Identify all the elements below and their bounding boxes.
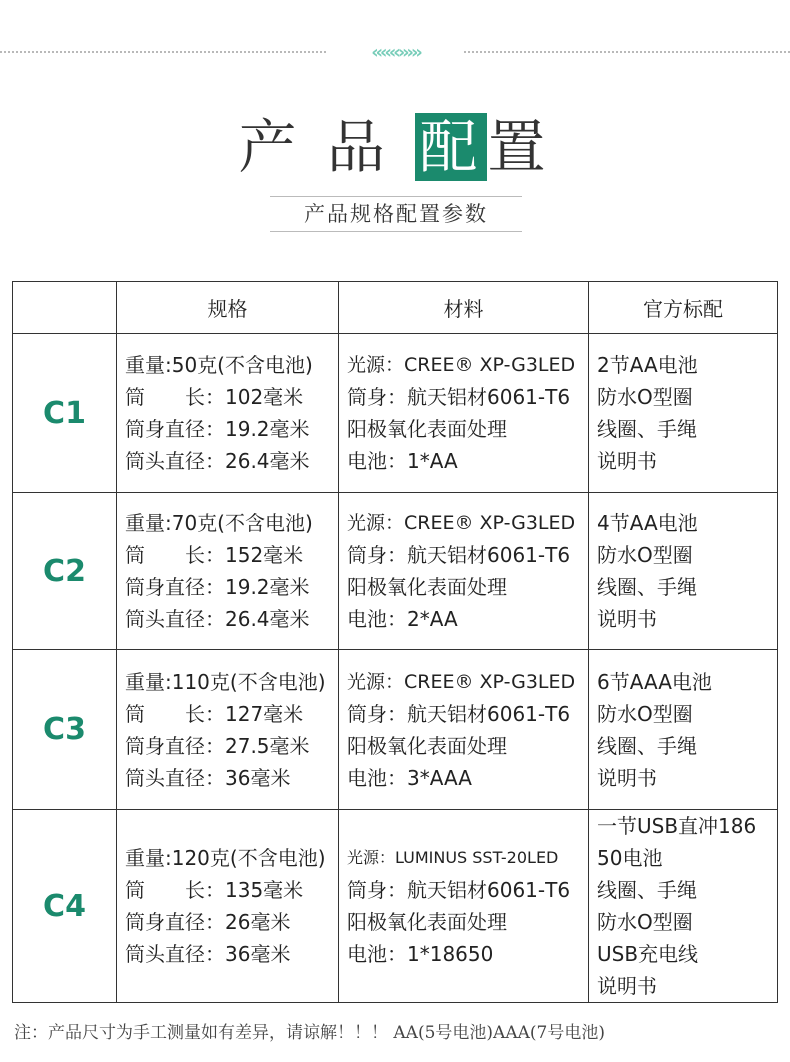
spec-table <box>12 281 778 1003</box>
material-body: 筒身：航天铝材6061-T6 <box>347 701 571 726</box>
spec-body-diameter: 筒身直径：19.2毫米 <box>125 417 310 441</box>
accessory-item: 2节AA电池 <box>597 353 698 377</box>
material-cell <box>339 810 589 1003</box>
accessory-item: 4节AA电池 <box>597 511 698 535</box>
title-text-post: 置 <box>487 113 552 181</box>
material-body: 筒身：航天铝材6061-T6 <box>347 878 571 902</box>
spec-weight: 重量:110克(不含电池) <box>125 669 326 694</box>
table-row <box>13 650 778 810</box>
accessory-item: 说明书 <box>597 449 657 473</box>
header-model <box>13 282 117 334</box>
spec-weight: 重量:70克(不含电池) <box>125 511 313 535</box>
title-highlight: 配 <box>415 113 487 181</box>
accessory-item: 线圈、手绳 <box>597 733 697 758</box>
model-label: C4 <box>13 810 117 1003</box>
material-light: 光源：CREE® XP-G3LED <box>347 512 576 534</box>
spec-head-diameter: 筒头直径：26.4毫米 <box>125 607 310 631</box>
spec-length: 筒 长：127毫米 <box>125 701 304 726</box>
material-cell <box>339 650 589 810</box>
page-title <box>0 112 790 182</box>
material-finish: 阳极氧化表面处理 <box>347 417 507 441</box>
material-light: 光源：LUMINUS SST-20LED <box>347 848 559 867</box>
accessories-cell <box>589 650 778 810</box>
table-row <box>13 810 778 1003</box>
spec-cell <box>117 493 339 650</box>
spec-body-diameter: 筒身直径：27.5毫米 <box>125 733 310 758</box>
accessories-cell <box>589 334 778 493</box>
model-label: C3 <box>13 650 117 810</box>
spec-length: 筒 长：102毫米 <box>125 385 304 409</box>
title-text-pre: 产 品 <box>238 113 416 181</box>
model-label: C2 <box>13 493 117 650</box>
spec-head-diameter: 筒头直径：36毫米 <box>125 765 291 790</box>
accessories-cell <box>589 810 778 1003</box>
accessory-item: 说明书 <box>597 974 657 998</box>
accessory-item: 线圈、手绳 <box>597 575 697 599</box>
material-light: 光源：CREE® XP-G3LED <box>347 670 576 693</box>
material-cell <box>339 493 589 650</box>
spec-weight: 重量:50克(不含电池) <box>125 353 313 377</box>
table-row <box>13 493 778 650</box>
material-body: 筒身：航天铝材6061-T6 <box>347 543 571 567</box>
accessory-item: 线圈、手绳 <box>597 878 697 902</box>
material-battery: 电池：3*AAA <box>347 765 472 790</box>
model-label: C1 <box>13 334 117 493</box>
spec-cell <box>117 334 339 493</box>
spec-cell <box>117 810 339 1003</box>
accessory-item: USB充电线 <box>597 942 699 966</box>
material-finish: 阳极氧化表面处理 <box>347 733 507 758</box>
spec-weight: 重量:120克(不含电池) <box>125 846 326 870</box>
page-subtitle: 产品规格配置参数 <box>270 196 522 232</box>
material-finish: 阳极氧化表面处理 <box>347 575 507 599</box>
spec-body-diameter: 筒身直径：19.2毫米 <box>125 575 310 599</box>
material-battery: 电池：2*AA <box>347 607 458 631</box>
header-material: 材料 <box>339 282 589 334</box>
table-header-row <box>13 282 778 334</box>
chevron-ornament: ‹‹‹‹‹‹››››› <box>328 42 463 62</box>
spec-head-diameter: 筒头直径：26.4毫米 <box>125 449 310 473</box>
header-spec: 规格 <box>117 282 339 334</box>
material-light: 光源：CREE® XP-G3LED <box>347 354 576 376</box>
accessory-item: 防水O型圈 <box>597 910 693 934</box>
material-cell <box>339 334 589 493</box>
accessory-item: 说明书 <box>597 765 657 790</box>
spec-length: 筒 长：135毫米 <box>125 878 304 902</box>
footnote: 注：产品尺寸为手工测量如有差异，请谅解！！！ AA(5号电池)AAA(7号电池) <box>14 1023 605 1043</box>
accessory-item: 说明书 <box>597 607 657 631</box>
accessory-item: 防水O型圈 <box>597 543 693 567</box>
accessory-item: 防水O型圈 <box>597 701 693 726</box>
material-finish: 阳极氧化表面处理 <box>347 910 507 934</box>
header-accessories: 官方标配 <box>589 282 778 334</box>
spec-head-diameter: 筒头直径：36毫米 <box>125 942 291 966</box>
accessory-item: 防水O型圈 <box>597 385 693 409</box>
accessories-cell <box>589 493 778 650</box>
accessory-item: 50电池 <box>597 846 663 870</box>
material-battery: 电池：1*AA <box>347 449 458 473</box>
material-body: 筒身：航天铝材6061-T6 <box>347 385 571 409</box>
accessory-item: 6节AAA电池 <box>597 669 712 694</box>
accessory-item: 一节USB直冲186 <box>597 814 757 838</box>
spec-body-diameter: 筒身直径：26毫米 <box>125 910 291 934</box>
table-row <box>13 334 778 493</box>
accessory-item: 线圈、手绳 <box>597 417 697 441</box>
material-battery: 电池：1*18650 <box>347 942 494 966</box>
spec-length: 筒 长：152毫米 <box>125 543 304 567</box>
spec-cell <box>117 650 339 810</box>
